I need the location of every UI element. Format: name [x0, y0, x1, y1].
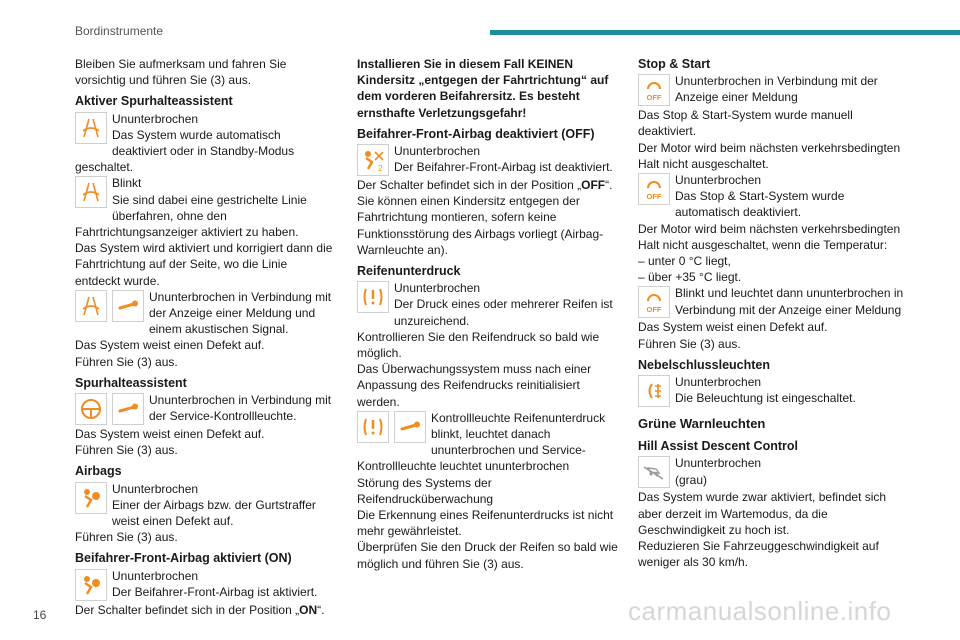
hill-descent-icon — [638, 456, 670, 488]
svg-text:OFF: OFF — [646, 305, 662, 315]
rear-fog-light-icon — [638, 375, 670, 407]
section-title-reifenunterdruck: Reifenunterdruck — [357, 264, 461, 279]
text-line: Ununterbrochen in Verbindung mit der Anzeige einer Meldung und einem akustischen Signal. — [149, 289, 332, 337]
passenger-airbag-on-icon — [75, 569, 107, 601]
text-line: Ununterbrochen — [112, 481, 199, 496]
text-line: Das Stop & Start-System wurde automatisch deaktiviert. — [675, 189, 845, 220]
text-line — [75, 602, 335, 618]
text-line: Kontrollieren Sie den Reifendruck so bald wie möglich. — [357, 329, 600, 361]
text-line: Der Motor wird beim nächsten verkehrsbedingten Halt nicht ausgeschaltet, wenn die Temperatur: — [638, 221, 901, 252]
section-title-spurhalteassistent: Spurhalteassistent — [75, 375, 187, 390]
steering-wheel-icon — [75, 393, 107, 425]
header-title: Bordinstrumente — [75, 24, 164, 38]
tire-pressure-icon — [357, 411, 389, 443]
text-line: Das System wird aktiviert und korrigiert dann die Fahrtrichtung auf der Seite, wo die Linie entdeckt wurde. — [75, 241, 333, 288]
text-line: Ununterbrochen — [394, 281, 481, 296]
text-line: Sie sind dabei eine gestrichelte Linie überfahren, ohne den Fahrtrichtungsanzeiger aktiviert zu haben. — [75, 192, 307, 240]
text-line: Ununterbrochen — [675, 375, 762, 390]
text-line: Die Beleuchtung ist eingeschaltet. — [675, 391, 856, 406]
text-line: Ununterbrochen in Verbindung mit der Service-Kontrollleuchte. — [149, 393, 332, 424]
text-span-bold: ON — [299, 602, 318, 617]
column-2 — [357, 56, 622, 572]
text-line: Sie können einen Kindersitz entgegen der Fahrtrichtung montieren, sofern keine Funktionsstörung des Airbags vorliegt (Airbag-Warnleuchte an). — [357, 194, 604, 257]
text-line: Das System weist einen Defekt auf. — [638, 320, 828, 335]
text-line: Führen Sie (3) aus. — [75, 354, 178, 369]
wrench-icon — [394, 411, 426, 443]
text-line: Das System wurde automatisch deaktiviert oder in Standby-Modus geschaltet. — [75, 127, 295, 175]
svg-text:OFF: OFF — [646, 192, 662, 202]
lane-keep-icon — [75, 290, 107, 322]
section-title-gruene-warnleuchten: Grüne Warnleuchten — [638, 416, 766, 432]
text-line: Störung des Systems der Reifendrucküberwachung — [357, 475, 494, 506]
text-span: Der Schalter befindet sich in der Position „ — [357, 178, 582, 193]
text-line: Überprüfen Sie den Druck der Reifen so bald wie möglich und führen Sie (3) aus. — [357, 540, 618, 571]
section-title-stop-start: Stop & Start — [638, 57, 711, 71]
tire-pressure-icon — [357, 281, 389, 313]
text-line: Der Druck eines oder mehrerer Reifen ist unzureichend. — [394, 297, 613, 328]
text-line: Kontrollleuchte Reifenunterdruck blinkt, leuchtet danach ununterbrochen und Service-Kontrollleuchte leuchtet ununterbrochen — [357, 410, 606, 474]
stop-start-off-icon — [638, 173, 670, 205]
text-line: (grau) — [675, 472, 708, 487]
wrench-icon — [112, 290, 144, 322]
text-line: Ununterbrochen — [675, 173, 762, 188]
text-span: “. — [605, 178, 613, 193]
text-line: Führen Sie (3) aus. — [75, 530, 178, 545]
column-1 — [75, 56, 335, 618]
warning-text: Installieren Sie in diesem Fall KEINEN Kindersitz „entgegen der Fahrtrichtung“ auf dem vorderen Beifahrersitz. Es besteht ernsthafte Verletzungsgefahr! — [357, 57, 609, 120]
stop-start-off-icon — [638, 74, 670, 106]
text-line: Ununterbrochen — [112, 111, 199, 126]
section-title-beifahrer-airbag-on: Beifahrer-Front-Airbag aktiviert (ON) — [75, 551, 292, 566]
text-line: Ununterbrochen in Verbindung mit der Anzeige einer Meldung — [675, 74, 878, 105]
header-accent-bar — [490, 30, 960, 35]
text-line: Ununterbrochen — [675, 456, 762, 471]
text-line: Blinkt — [112, 176, 142, 191]
text-line: Das Überwachungssystem muss nach einer Anpassung des Reifendrucks reinitialisiert werden. — [357, 362, 592, 409]
text-line — [357, 177, 622, 193]
text-line: Das System weist einen Defekt auf. — [75, 338, 265, 353]
text-line: Der Motor wird beim nächsten verkehrsbedingten Halt nicht ausgeschaltet. — [638, 140, 901, 171]
text-line: Das System weist einen Defekt auf. — [75, 427, 265, 442]
section-title-beifahrer-airbag-off: Beifahrer-Front-Airbag deaktiviert (OFF) — [357, 126, 595, 141]
text-line: Der Beifahrer-Front-Airbag ist aktiviert. — [112, 584, 318, 599]
stop-start-off-icon — [638, 286, 670, 318]
text-line: Das System wurde zwar aktiviert, befindet sich aber derzeit im Wartemodus, da die Geschwindigkeit zu hoch ist. — [638, 490, 887, 537]
section-title-hill-assist: Hill Assist Descent Control — [638, 439, 798, 454]
text-line: Reduzieren Sie Fahrzeuggeschwindigkeit auf weniger als 30 km/h. — [638, 539, 879, 570]
wrench-icon — [112, 393, 144, 425]
text-line: Ununterbrochen — [112, 568, 199, 583]
svg-text:2: 2 — [378, 164, 383, 174]
airbag-icon — [75, 482, 107, 514]
text-line: Blinkt und leuchtet dann ununterbrochen in Verbindung mit der Anzeige einer Meldung — [675, 286, 904, 317]
text-line: Führen Sie (3) aus. — [638, 336, 741, 351]
text-line: Ununterbrochen — [394, 144, 481, 159]
text-line: Die Erkennung eines Reifenunterdrucks ist nicht mehr gewährleistet. — [357, 508, 614, 539]
text-line: Der Beifahrer-Front-Airbag ist deaktiviert. — [394, 160, 613, 175]
svg-text:OFF: OFF — [646, 93, 662, 103]
text-span: Der Schalter befindet sich in der Position „ — [75, 602, 300, 617]
passenger-airbag-off-icon — [357, 144, 389, 176]
text-line: Einer der Airbags bzw. der Gurtstraffer weist einen Defekt auf. — [112, 497, 316, 529]
column-3 — [638, 56, 908, 570]
text-span: “. — [317, 602, 325, 617]
section-title-aktiver-spurhalteassistent: Aktiver Spurhalteassistent — [75, 94, 233, 109]
text-span-bold: OFF — [581, 178, 606, 193]
text-line: – über +35 °C liegt. — [638, 270, 742, 285]
section-title-airbags: Airbags — [75, 464, 122, 479]
watermark: carmanualsonline.info — [628, 596, 892, 626]
text-line: – unter 0 °C liegt, — [638, 254, 731, 269]
section-title-nebelschlussleuchten: Nebelschlussleuchten — [638, 357, 770, 372]
lane-keep-icon — [75, 176, 107, 208]
text-line: Das Stop & Start-System wurde manuell deaktiviert. — [638, 108, 853, 139]
text-line: Führen Sie (3) aus. — [75, 443, 178, 458]
lane-keep-icon — [75, 112, 107, 144]
page-number: 16 — [33, 608, 47, 622]
intro-text: Bleiben Sie aufmerksam und fahren Sie vorsichtig und führen Sie (3) aus. — [75, 57, 287, 88]
